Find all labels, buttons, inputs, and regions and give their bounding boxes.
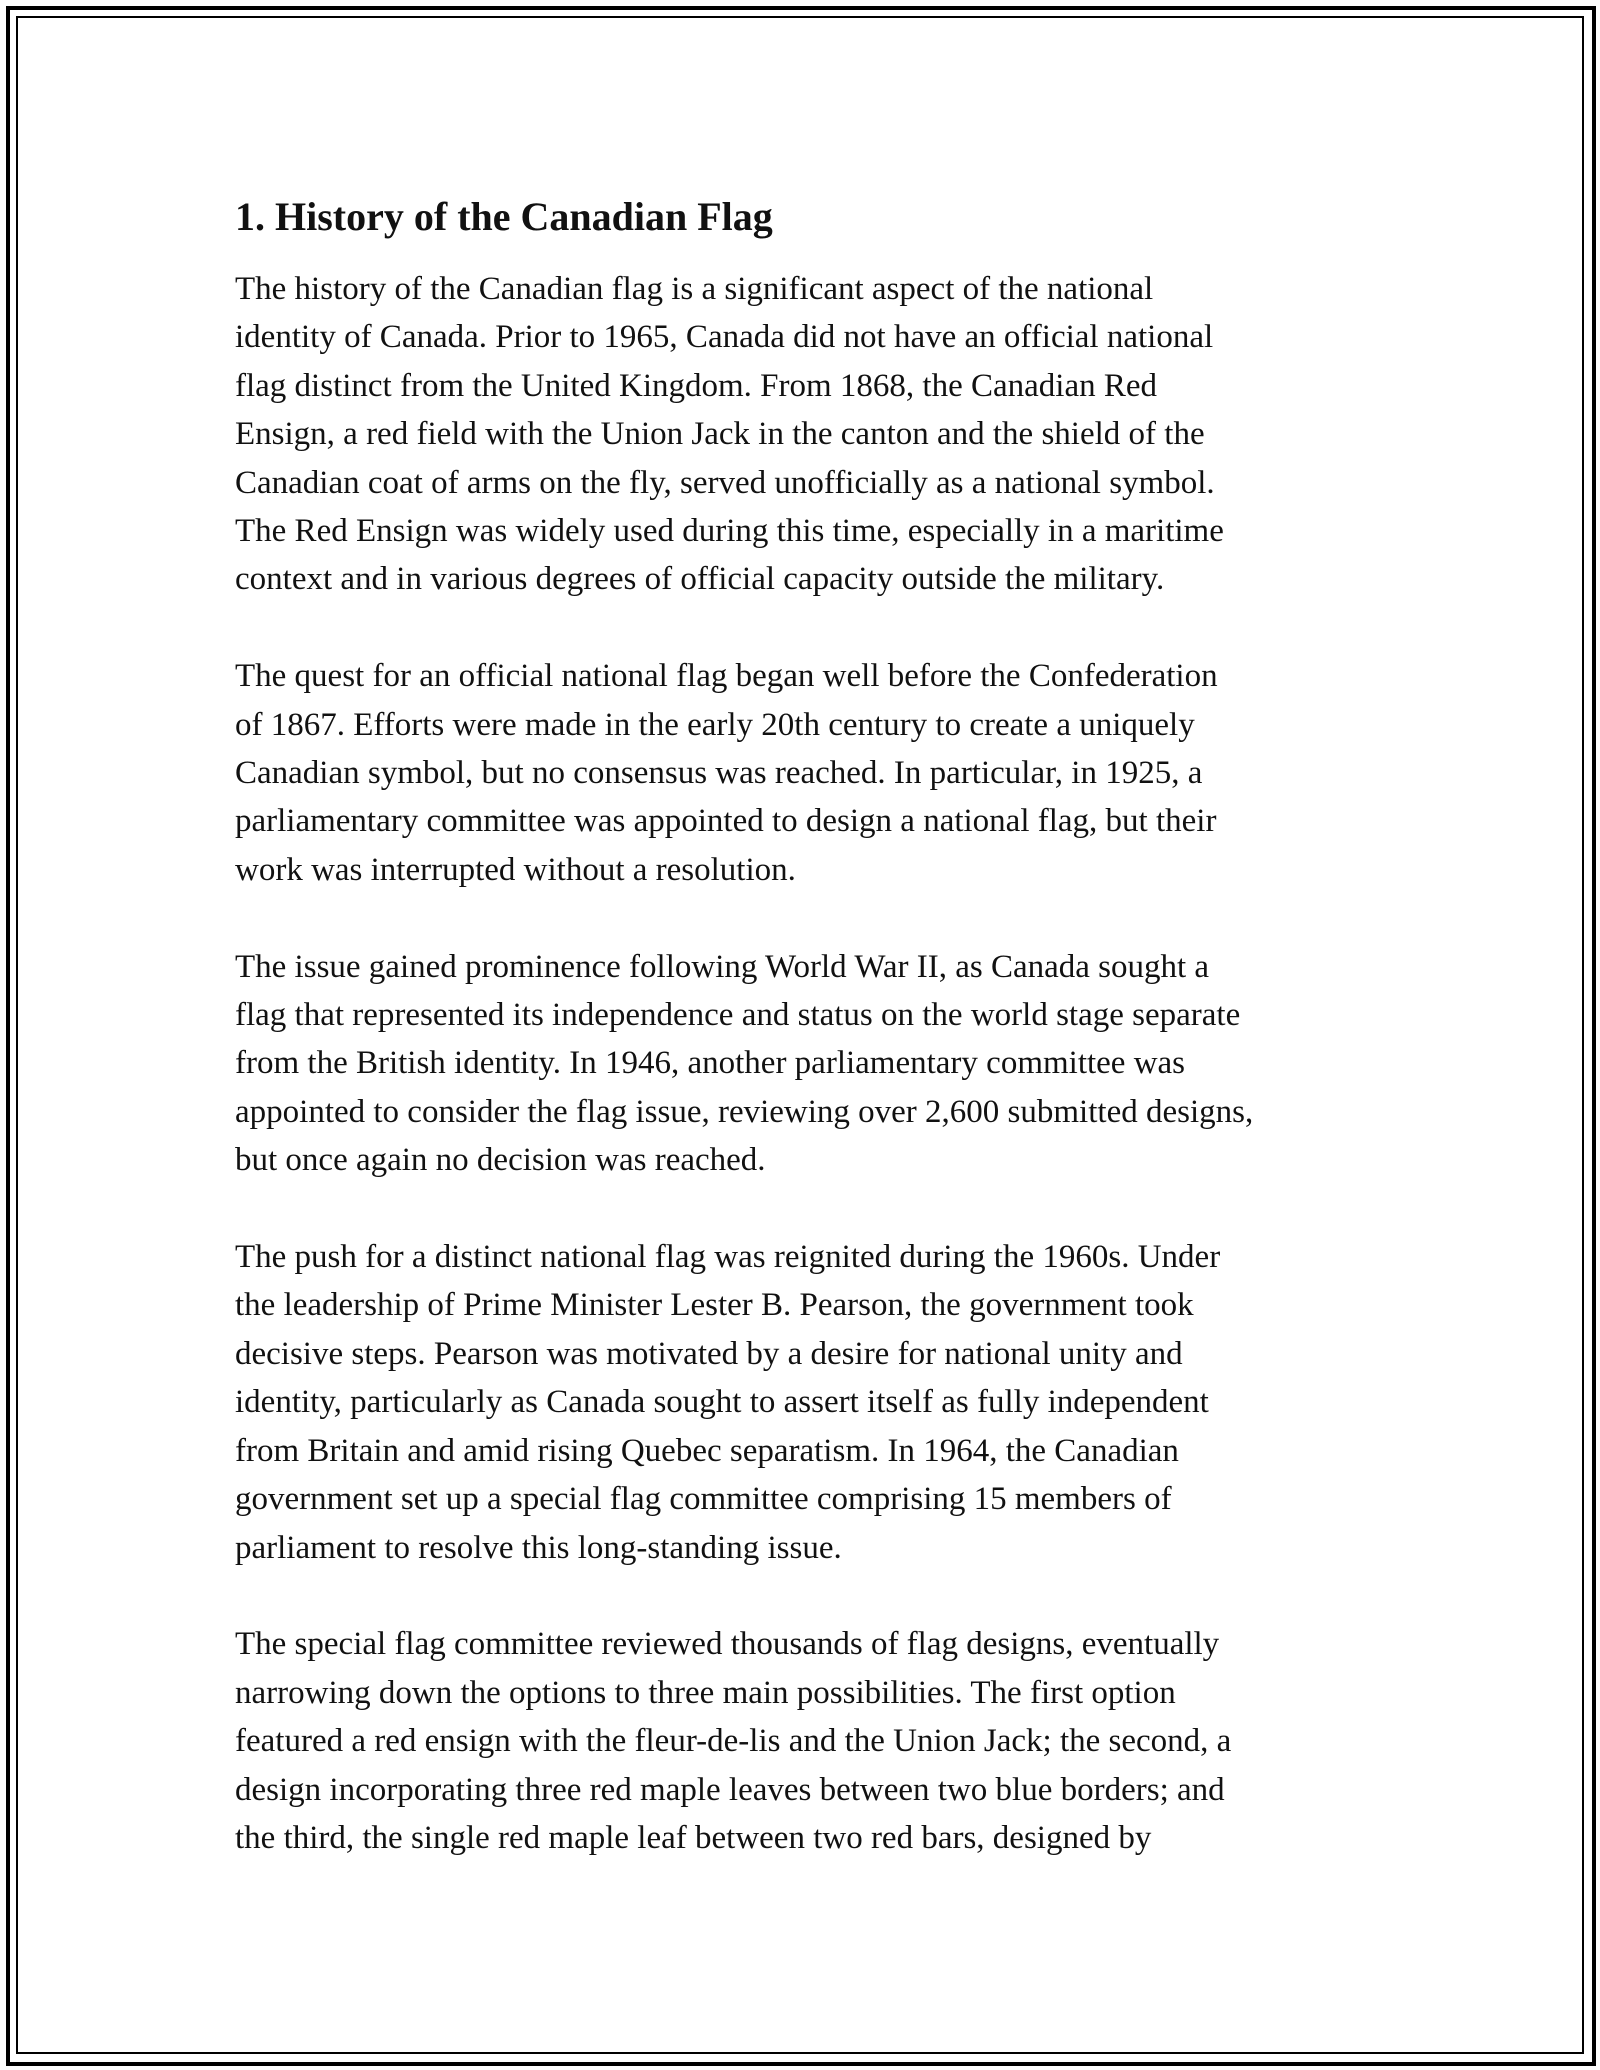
document-body <box>235 180 1385 1911</box>
paragraph-flag-committee: The special flag committee reviewed thousands of flag designs, eventually narrowing down the options to three main possibilities. The first option featured a red ensign with the fleur-de-lis and the Union Jack; the second, a design incorporating three red maple leaves between two blue borders; and the third, the single red maple leaf between two red bars, designed by <box>235 1626 1232 1856</box>
paragraph-post-war: The issue gained prominence following World War II, as Canada sought a flag that represented its independence and status on the world stage separate from the British identity. In 1946, another parliamentary committee was appointed to consider the flag issue, reviewing over 2,600 submitted designs, but once again no decision was reached. <box>235 948 1254 1179</box>
paragraph-red-ensign: The history of the Canadian flag is a significant aspect of the national identity of Canada. Prior to 1965, Canada did not have an official national flag distinct from the United Kingdom. From 1868, the Canadian Red Ensign, a red field with the Union Jack in the canton and the shield of the Canadian coat of arms on the fly, served unofficially as a national symbol. The Red Ensign was widely used during this time, especially in a maritime context and in various degrees of official capacity outside the military. <box>235 271 1224 598</box>
paragraph-pearson-era: The push for a distinct national flag was reignited during the 1960s. Under the leadership of Prime Minister Lester B. Pearson, the government took decisive steps. Pearson was motivated by a desire for national unity and identity, particularly as Canada sought to assert itself as fully independent from Britain and amid rising Quebec separatism. In 1964, the Canadian government set up a special flag committee comprising 15 members of parliament to resolve this long-standing issue. <box>235 1239 1221 1566</box>
section-heading: 1. History of the Canadian Flag <box>235 194 773 239</box>
paragraph-early-efforts: The quest for an official national flag began well before the Confederation of 1867. Efforts were made in the early 20th century to create a uniquely Canadian symbol, but no consensus was reached. In particular, in 1925, a parliamentary committee was appointed to design a national flag, but their work was interrupted without a resolution. <box>235 658 1218 888</box>
